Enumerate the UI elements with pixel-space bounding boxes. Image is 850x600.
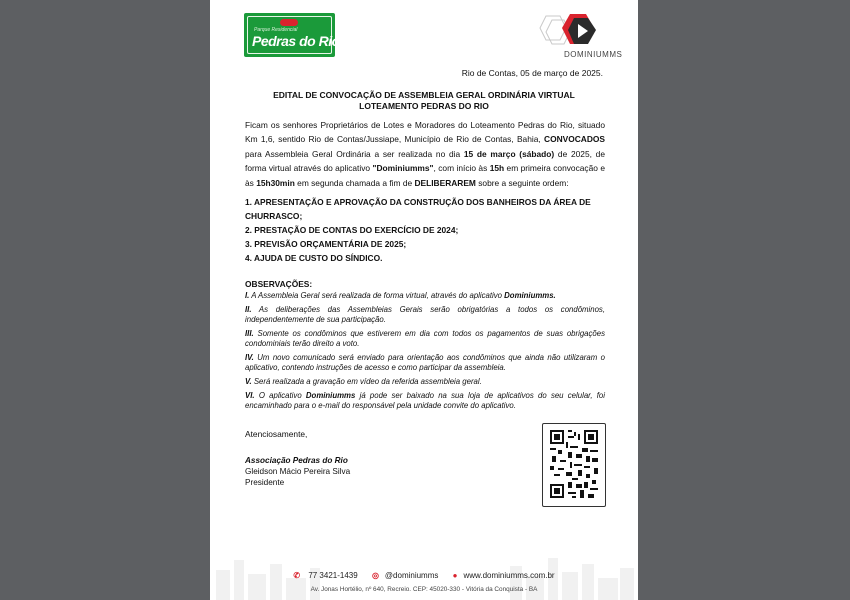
intro-text: para Assembleia Geral Ordinária a ser realizada no dia	[245, 148, 464, 159]
instagram-icon: ◎	[371, 571, 379, 580]
phone-text: 77 3421-1439	[308, 571, 358, 580]
observation-number: I.	[245, 291, 250, 300]
signature-org: Associação Pedras do Rio	[245, 456, 348, 465]
observation-text: O aplicativo	[254, 391, 306, 400]
footer-contacts	[210, 571, 638, 580]
intro-text: sobre a seguinte ordem:	[475, 177, 569, 188]
signature-block	[245, 455, 350, 488]
observation-text: Será realizada a gravação em vídeo da referida assembleia geral.	[251, 377, 482, 386]
dominiumms-logo	[530, 10, 623, 62]
instagram-contact[interactable]	[369, 571, 441, 580]
intro-bold: CONVOCADOS	[544, 134, 605, 145]
footer-address: Av. Jonas Hortélio, nº 640, Recreio. CEP: 45020-330 - Vitória da Conquista - BA	[310, 586, 538, 593]
observation-text: Um novo comunicado será enviado para orientação aos condôminos que ainda não utilizaram o aplicativo, contendo instruções de acesso e como participar da assembleia.	[245, 353, 605, 372]
intro-bold: DELIBERAREM	[414, 177, 476, 188]
intro-text: em segunda chamada a fim de	[294, 177, 415, 188]
observation-item	[245, 377, 605, 387]
observation-text: Somente os condôminos que estiverem em dia com todos os pagamentos de suas obrigações condominiais terão direito a voto.	[245, 329, 605, 348]
observation-number: VI.	[245, 391, 255, 400]
website-text: www.dominiumms.com.br	[463, 571, 555, 580]
observation-text: A Assembleia Geral será realizada de forma virtual, através do aplicativo	[249, 291, 505, 300]
title-line-1: EDITAL DE CONVOCAÇÃO DE ASSEMBLEIA GERAL ORDINÁRIA VIRTUAL	[273, 90, 575, 100]
document-page	[210, 0, 638, 600]
title-line-2: LOTEAMENTO PEDRAS DO RIO	[359, 101, 489, 111]
observation-text: As deliberações das Assembleias Gerais serão obrigatórias a todos os condôminos, independentemente de sua participação.	[245, 305, 605, 324]
intro-text: de 2025, de forma virtual através do aplicativo	[245, 148, 605, 174]
signature-name: Gleidson Mácio Pereira Silva	[245, 467, 351, 476]
observation-bold: Dominiumms	[305, 391, 356, 400]
agenda-item: 3. PREVISÃO ORÇAMENTÁRIA DE 2025;	[245, 239, 407, 249]
qr-code[interactable]	[542, 423, 606, 507]
agenda-item: 4. AJUDA DE CUSTO DO SÍNDICO.	[245, 253, 383, 263]
dominiumms-brand-text: DOMINIUMMS	[564, 50, 623, 59]
qr-code-icon	[550, 430, 598, 498]
observation-number: IV.	[245, 353, 254, 362]
logo-name: Pedras do Rio	[252, 33, 340, 49]
intro-bold: "Dominiumms"	[372, 163, 434, 174]
agenda-item: 1. APRESENTAÇÃO E APROVAÇÃO DA CONSTRUÇÃO DOS BANHEIROS DA ÁREA DE CHURRASCO;	[245, 197, 591, 221]
agenda-item: 2. PRESTAÇÃO DE CONTAS DO EXERCÍCIO DE 2024;	[245, 225, 459, 235]
date-line: Rio de Contas, 05 de março de 2025.	[461, 68, 603, 78]
observation-number: III.	[245, 329, 254, 338]
intro-text: em primeira convocação e às	[245, 163, 606, 188]
observation-text: já pode ser baixado na sua loja de aplicativos do seu celular, foi encaminhado para o e-mail do responsável pela unidade convite do aplicativo.	[245, 391, 605, 410]
intro-text: , com início às	[433, 163, 490, 174]
instagram-text: @dominiumms	[384, 571, 439, 580]
observation-item	[245, 353, 605, 373]
intro-text: Ficam os senhores Proprietários de Lotes e Moradores do Loteamento Pedras do Rio, situado Km 1,6, sentido Rio de Contas/Jussiape, Município de Rio de Contas, Bahia,	[245, 120, 605, 145]
signature-role: Presidente	[245, 478, 285, 487]
intro-bold: 15 de março (sábado)	[463, 148, 555, 159]
agenda-list	[245, 195, 605, 265]
document-title	[210, 90, 638, 112]
observation-item	[245, 329, 605, 349]
observation-item	[245, 391, 605, 411]
pedras-do-rio-logo	[244, 13, 340, 57]
observation-number: V.	[245, 377, 252, 386]
phone-icon: ✆	[293, 571, 301, 580]
globe-icon: ●	[452, 571, 458, 580]
website-contact[interactable]	[450, 571, 558, 580]
observation-item	[245, 305, 605, 325]
observations-list	[245, 291, 605, 415]
observation-item	[245, 291, 605, 301]
logo-subtitle: Parque Residencial	[254, 27, 298, 33]
observation-number: II.	[245, 305, 252, 314]
dominiumms-hex-icon	[530, 10, 620, 54]
phone-contact[interactable]	[290, 571, 360, 580]
intro-bold: 15h	[489, 163, 505, 174]
intro-bold: 15h30min	[256, 177, 295, 188]
closing-line: Atenciosamente,	[245, 429, 308, 439]
observations-title: OBSERVAÇÕES:	[245, 279, 313, 289]
observation-bold: Dominiumms.	[504, 291, 556, 300]
intro-paragraph	[245, 118, 605, 190]
